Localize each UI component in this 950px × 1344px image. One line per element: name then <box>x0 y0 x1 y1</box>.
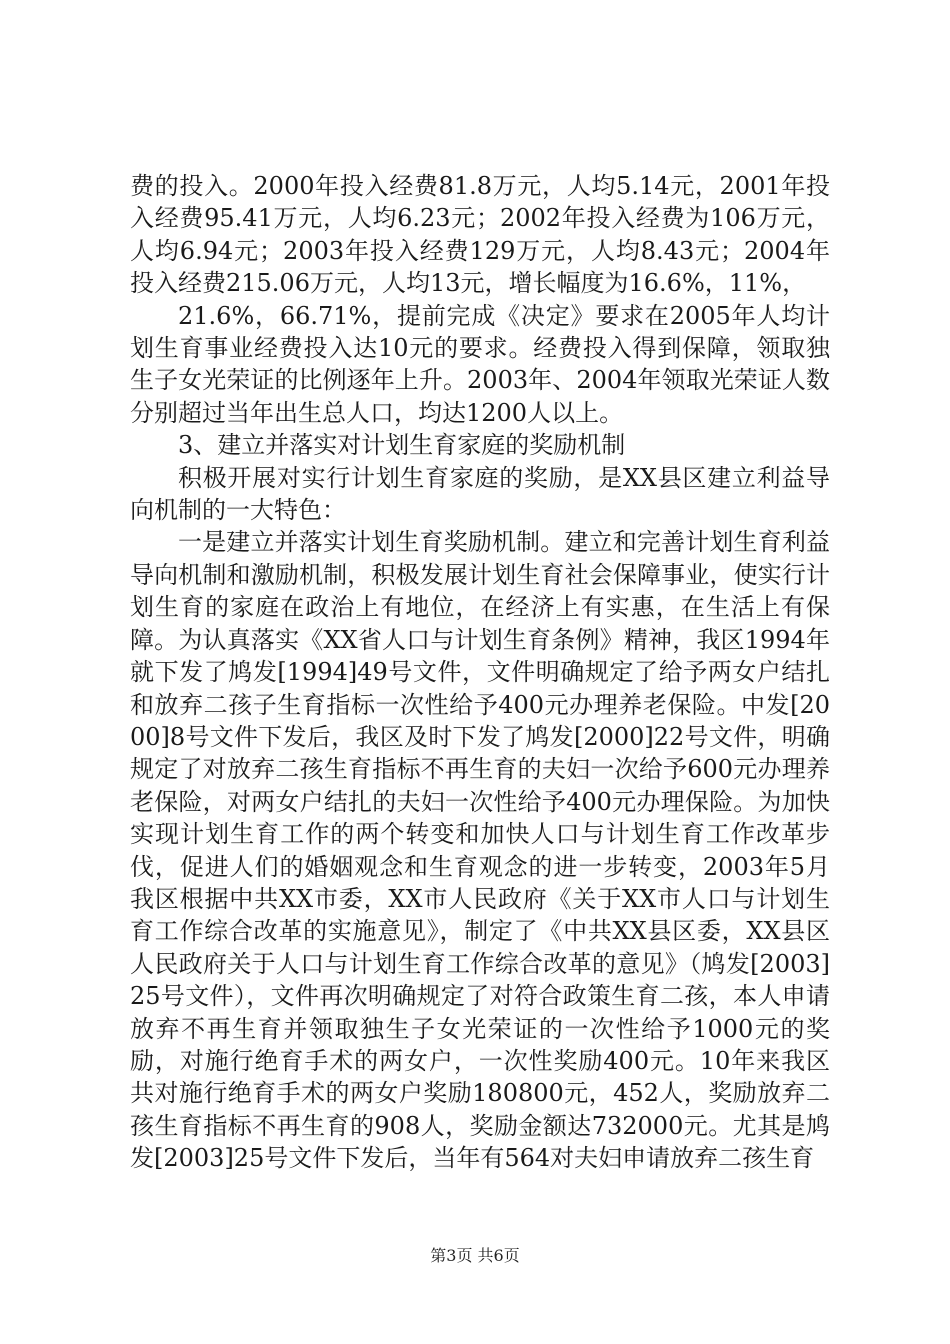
page-number-label: 第3页 共6页 <box>430 1246 520 1265</box>
paragraph: 积极开展对实行计划生育家庭的奖励，是XX县区建立利益导向机制的一大特色： <box>130 463 830 525</box>
section-heading: 3、建立并落实对计划生育家庭的奖励机制 <box>178 431 626 460</box>
paragraph: 21.6%，66.71%，提前完成《决定》要求在2005年人均计划生育事业经费投入达10元的要求。经费投入得到保障，领取独生子女光荣证的比例逐年上升。2003年、2004年领取光荣证人数分别超过当年出生总人口，均达1200人以上。 <box>130 301 830 427</box>
document-body <box>130 170 830 1175</box>
paragraph: 一是建立并落实计划生育奖励机制。建立和完善计划生育利益导向机制和激励机制，积极发展计划生育社会保障事业，使实行计划生育的家庭在政治上有地位，在经济上有实惠，在生活上有保障。为认真落实《XX省人口与计划生育条例》精神，我区1994年就下发了鸠发[1994]49号文件，文件明确规定了给予两女户结扎和放弃二孩子生育指标一次性给予400元办理养老保险。中发[2000]8号文件下发后，我区及时下发了鸠发[2000]22号文件，明确规定了对放弃二孩生育指标不再生育的夫妇一次给予600元办理养老保险，对两女户结扎的夫妇一次性给予400元办理保险。为加快实现计划生育工作的两个转变和加快人口与计划生育工作改革步伐，促进人们的婚姻观念和生育观念的进一步转变，2003年5月我区根据中共XX市委，XX市人民政府《关于XX市人口与计划生育工作综合改革的实施意见》，制定了《中共XX县区委，XX县区人民政府关于人口与计划生育工作综合改革的意见》（鸠发[2003]25号文件），文件再次明确规定了对符合政策生育二孩，本人申请放弃不再生育并领取独生子女光荣证的一次性给予1000元的奖励，对施行绝育手术的两女户，一次性奖励400元。10年来我区共对施行绝育手术的两女户奖励180800元，452人，奖励放弃二孩生育指标不再生育的908人，奖励金额达732000元。尤其是鸠发[2003]25号文件下发后，当年有564对夫妇申请放弃二孩生育 <box>130 528 830 1173</box>
paragraph: 费的投入。2000年投入经费81.8万元，人均5.14元，2001年投入经费95.41万元，人均6.23元；2002年投入经费为106万元，人均6.94元；2003年投入经费129万元，人均8.43元；2004年投入经费215.06万元，人均13元，增长幅度为16.6%，11%， <box>130 172 830 298</box>
page-footer <box>0 1246 950 1266</box>
